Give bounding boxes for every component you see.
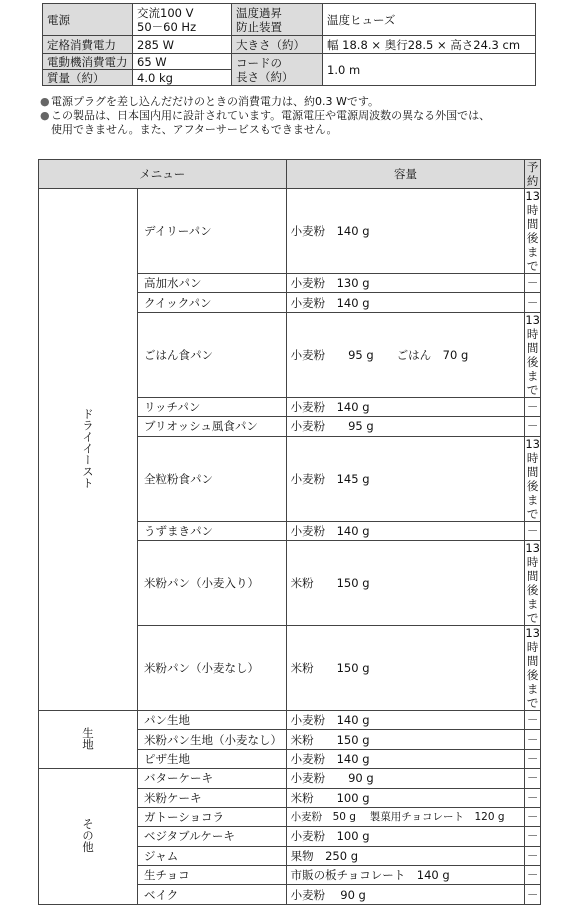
- group-label: その他: [81, 817, 95, 853]
- menu-name: デイリーパン: [138, 189, 287, 274]
- overheat-label-line1: 温度過昇: [236, 5, 282, 20]
- menu-name: ベイク: [138, 885, 287, 904]
- menu-name: ガトーショコラ: [138, 807, 287, 826]
- overheat-label-line2: 防止装置: [236, 19, 282, 34]
- group-label: ドライイースト: [81, 407, 95, 489]
- bullet-icon: ●: [40, 95, 50, 108]
- note-standby-power: [40, 95, 540, 109]
- menu-amount: 小麦粉 140 g: [286, 397, 525, 416]
- menu-name: バターケーキ: [138, 769, 287, 788]
- menu-reserve: －: [525, 788, 541, 807]
- menu-reserve: 13時間後まで: [525, 436, 540, 521]
- header-menu: メニュー: [39, 160, 287, 189]
- menu-amount: 小麦粉 140 g: [286, 710, 525, 729]
- menu-name: リッチパン: [138, 397, 287, 416]
- menu-name: うずまきパン: [138, 521, 287, 540]
- menu-reserve: 13時間後まで: [525, 625, 540, 710]
- cord-label-line1: コードの: [236, 55, 282, 70]
- menu-amount: 米粉 150 g: [286, 730, 525, 749]
- menu-table: [38, 159, 541, 905]
- menu-reserve: －: [525, 274, 541, 293]
- table-row: [39, 769, 541, 788]
- menu-header-row: [39, 160, 541, 189]
- header-reserve: 予約: [525, 160, 541, 189]
- menu-name: パン生地: [138, 710, 287, 729]
- menu-amount: 果物 250 g: [286, 846, 525, 865]
- motor-label: 電動機消費電力: [43, 54, 133, 70]
- menu-name: 生チョコ: [138, 866, 287, 885]
- menu-amount: 市販の板チョコレート 140 g: [286, 866, 525, 885]
- overheat-label: [232, 4, 323, 36]
- note-text: 電源プラグを差し込んだだけのときの消費電力は、約0.3 Wです。: [51, 95, 379, 108]
- spec-row-rated: [43, 36, 536, 54]
- cord-label-line2: 長さ（約）: [236, 69, 294, 84]
- power-label: 電源: [43, 4, 133, 36]
- menu-reserve: －: [525, 710, 541, 729]
- menu-amount: 小麦粉 95 g: [286, 417, 525, 436]
- menu-name: ブリオッシュ風食パン: [138, 417, 287, 436]
- menu-name: 全粒粉食パン: [138, 436, 287, 521]
- menu-amount: 小麦粉 140 g: [286, 189, 525, 274]
- menu-reserve: －: [525, 827, 541, 846]
- group-label: 生地: [81, 726, 95, 750]
- menu-amount: 小麦粉 50 g 製菓用チョコレート 120 g: [286, 807, 525, 826]
- weight-label: 質量（約）: [43, 70, 133, 86]
- menu-amount: 小麦粉 95 g ごはん 70 g: [286, 312, 525, 397]
- menu-name: 高加水パン: [138, 274, 287, 293]
- group-dough: [39, 710, 138, 768]
- power-voltage: 交流100 V: [137, 5, 194, 20]
- overheat-value: 温度ヒューズ: [323, 4, 536, 36]
- menu-name: 米粉ケーキ: [138, 788, 287, 807]
- menu-name: ピザ生地: [138, 749, 287, 768]
- menu-amount: 小麦粉 140 g: [286, 293, 525, 312]
- menu-reserve: －: [525, 417, 541, 436]
- menu-reserve: －: [525, 846, 541, 865]
- spec-row-power: [43, 4, 536, 36]
- rated-value: 285 W: [133, 36, 232, 54]
- spec-table: [42, 3, 536, 86]
- cord-value: 1.0 m: [323, 54, 536, 86]
- size-value: 幅 18.8 × 奥行28.5 × 高さ24.3 cm: [323, 36, 536, 54]
- menu-amount: 米粉 150 g: [286, 540, 525, 625]
- menu-reserve: －: [525, 293, 541, 312]
- menu-reserve: －: [525, 521, 541, 540]
- menu-amount: 米粉 150 g: [286, 625, 525, 710]
- menu-reserve: －: [525, 885, 541, 904]
- power-value: [133, 4, 232, 36]
- menu-amount: 小麦粉 140 g: [286, 749, 525, 768]
- table-row: [39, 189, 541, 274]
- menu-reserve: 13時間後まで: [525, 312, 540, 397]
- menu-reserve: －: [525, 749, 541, 768]
- menu-amount: 小麦粉 90 g: [286, 769, 525, 788]
- menu-name: ごはん食パン: [138, 312, 287, 397]
- power-frequency: 50－60 Hz: [137, 19, 197, 34]
- menu-name: ベジタブルケーキ: [138, 827, 287, 846]
- menu-reserve: －: [525, 807, 541, 826]
- note-text-line1: この製品は、日本国内用に設計されています。電源電圧や電源周波数の異なる外国では、: [51, 109, 491, 122]
- menu-amount: 米粉 100 g: [286, 788, 525, 807]
- table-row: [39, 710, 541, 729]
- weight-value: 4.0 kg: [133, 70, 232, 86]
- menu-amount: 小麦粉 145 g: [286, 436, 525, 521]
- menu-amount: 小麦粉 130 g: [286, 274, 525, 293]
- group-dry-yeast: [39, 189, 138, 711]
- motor-value: 65 W: [133, 54, 232, 70]
- menu-name: 米粉パン（小麦入り）: [138, 540, 287, 625]
- menu-reserve: －: [525, 769, 541, 788]
- menu-reserve: －: [525, 730, 541, 749]
- notes: [40, 95, 540, 137]
- menu-name: クイックパン: [138, 293, 287, 312]
- rated-label: 定格消費電力: [43, 36, 133, 54]
- cord-label: [232, 54, 323, 86]
- menu-amount: 小麦粉 100 g: [286, 827, 525, 846]
- note-text-line2: 使用できません。また、アフターサービスもできません。: [51, 123, 338, 136]
- bullet-icon: ●: [40, 109, 50, 122]
- group-other: [39, 769, 138, 905]
- size-label: 大きさ（約）: [232, 36, 323, 54]
- menu-name: 米粉パン（小麦なし）: [138, 625, 287, 710]
- menu-amount: 小麦粉 90 g: [286, 885, 525, 904]
- menu-name: 米粉パン生地（小麦なし）: [138, 730, 287, 749]
- menu-amount: 小麦粉 140 g: [286, 521, 525, 540]
- header-amount: 容量: [286, 160, 525, 189]
- menu-name: ジャム: [138, 846, 287, 865]
- menu-reserve: 13時間後まで: [525, 540, 540, 625]
- note-domestic-use: [40, 109, 540, 137]
- menu-reserve: 13時間後まで: [525, 189, 540, 273]
- menu-reserve: －: [525, 397, 541, 416]
- spec-row-motor: [43, 54, 536, 70]
- menu-reserve: －: [525, 866, 541, 885]
